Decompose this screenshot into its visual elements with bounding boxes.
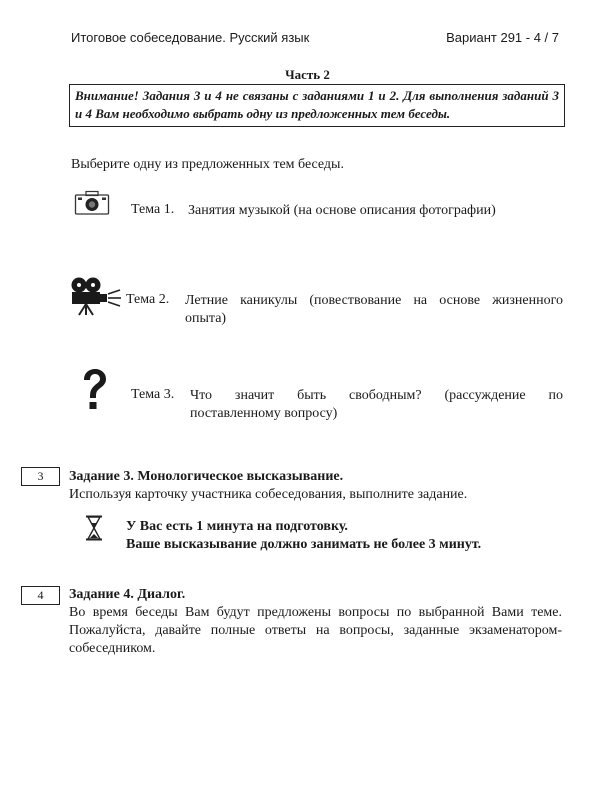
- task-3-time-limit: Ваше высказывание должно занимать не более 3 минут.: [126, 537, 482, 552]
- topic-3-text: [190, 387, 563, 423]
- part-title: Часть 2: [285, 67, 330, 82]
- instruction-text: Выберите одну из предложенных тем беседы.: [71, 157, 344, 172]
- task-3-number-box: 3: [21, 467, 60, 486]
- attention-box: Внимание! Задания 3 и 4 не связаны с заданиями 1 и 2. Для выполнения заданий 3 и 4 Вам необходимо выбрать одну из предложенных тем беседы.: [69, 84, 565, 127]
- task-3-title: Задание 3. Монологическое высказывание.: [69, 469, 344, 484]
- topic-3-text-line1: Что значит быть свободным? (рассуждение по: [190, 388, 563, 403]
- task-4-number-box: 4: [21, 586, 60, 605]
- topic-1-text: Занятия музыкой (на основе описания фотографии): [188, 203, 496, 218]
- topic-3-label: Тема 3.: [131, 387, 175, 402]
- task-3-prep-time: У Вас есть 1 минута на подготовку.: [126, 519, 348, 534]
- topic-2-text: Летние каникулы (повествование на основе жизненного опыта): [185, 293, 563, 326]
- camera-icon: [74, 190, 110, 216]
- task-3-description: Используя карточку участника собеседования, выполните задание.: [69, 487, 468, 502]
- task-4-title: Задание 4. Диалог.: [69, 587, 186, 602]
- header-variant: Вариант 291 - 4 / 7: [446, 30, 559, 45]
- film-projector-icon: [68, 276, 124, 316]
- question-mark-icon: [80, 368, 108, 410]
- topic-2-label: Тема 2.: [126, 292, 170, 307]
- task-4-text: Во время беседы Вам будут предложены вопросы по выбранной Вами теме. Пожалуйста, давайте полные ответы на вопросы, заданные экзаменатором-собеседником.: [69, 605, 562, 656]
- topic-1-label: Тема 1.: [131, 202, 175, 217]
- topic-3-text-line2: поставленному вопросу): [190, 406, 338, 421]
- header-title: Итоговое собеседование. Русский язык: [71, 30, 310, 45]
- hourglass-icon: [85, 515, 103, 541]
